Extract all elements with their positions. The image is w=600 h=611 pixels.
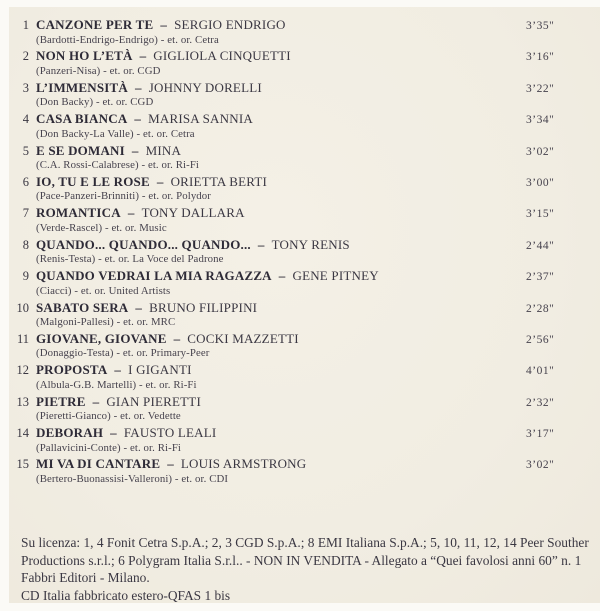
track-number: 1 (22, 18, 29, 32)
track-number: 4 (22, 112, 29, 127)
track-title: L’IMMENSITÀ (36, 79, 129, 95)
track-title-line (36, 426, 526, 440)
track-title: PIETRE (36, 393, 86, 409)
track-artist: I GIGANTI (128, 362, 192, 378)
track-title: IO, TU E LE ROSE (36, 173, 150, 189)
track-info (29, 363, 526, 391)
track-list (9, 18, 600, 489)
track-title: SABATO SERA (36, 299, 129, 315)
track-title: GIOVANE, GIOVANE (36, 330, 167, 346)
track-artist: LOUIS ARMSTRONG (180, 456, 307, 472)
track-row (9, 175, 600, 206)
track-title-line (36, 332, 526, 346)
track-title: QUANDO VEDRAI LA MIA RAGAZZA (36, 268, 272, 284)
track-duration: 3’17" (526, 428, 555, 441)
track-credits: (Bardotti-Endrigo-Endrigo) - et. or. Cetra (36, 33, 219, 46)
track-number: 13 (16, 394, 29, 409)
track-title: MI VA DI CANTARE (36, 456, 161, 472)
track-title: QUANDO... QUANDO... QUANDO... (36, 236, 251, 252)
track-title: ROMANTICA (36, 205, 121, 221)
title-artist-separator: – (139, 48, 147, 64)
track-credits: (Pieretti-Gianco) - et. or. Vedette (36, 410, 181, 423)
title-artist-separator: – (167, 456, 174, 472)
track-title: CASA BIANCA (36, 111, 128, 127)
title-artist-separator: – (131, 142, 139, 158)
track-duration: 2’44" (526, 239, 555, 252)
track-credits: (Pace-Panzeri-Brinniti) - et. or. Polydor (36, 190, 212, 203)
track-info (29, 457, 526, 485)
track-title-line (36, 144, 526, 158)
license-line: Fabbri Editori - Milano. (21, 570, 150, 586)
track-artist: ORIETTA BERTI (170, 173, 268, 189)
track-artist: TONY RENIS (271, 236, 350, 252)
track-duration: 3’02" (526, 145, 555, 158)
track-title: DEBORAH (36, 425, 104, 441)
track-artist: BRUNO FILIPPINI (149, 299, 258, 315)
track-number: 10 (16, 300, 29, 315)
track-row (9, 363, 600, 394)
title-artist-separator: – (257, 236, 265, 252)
track-row (9, 144, 600, 175)
track-duration: 2’56" (526, 333, 555, 346)
track-row (9, 395, 600, 426)
track-title-line (36, 81, 526, 95)
track-info (29, 144, 526, 172)
track-number: 7 (22, 206, 29, 221)
track-info (29, 269, 526, 297)
track-duration: 2’37" (526, 271, 555, 284)
title-artist-separator: – (135, 299, 143, 315)
track-duration: 3’00" (526, 176, 555, 189)
license-line: Productions s.r.l.; 6 Polygram Italia S.r.l.. - NON IN VENDITA - Allegato a “Quei favolosi anni 60” n. 1 (21, 552, 582, 568)
track-row (9, 81, 600, 112)
track-row (9, 426, 600, 457)
track-info (29, 238, 526, 266)
track-credits: (Don Backy) - et. or. CGD (36, 96, 154, 109)
track-artist: COCKI MAZZETTI (187, 330, 299, 346)
track-number: 3 (22, 80, 29, 95)
track-info (29, 175, 526, 203)
track-artist: GIGLIOLA CINQUETTI (153, 48, 291, 64)
track-credits: (Pallavicini-Conte) - et. or. Ri-Fi (36, 441, 182, 454)
track-credits: (Ciacci) - et. or. United Artists (36, 284, 171, 297)
track-number: 6 (22, 174, 29, 189)
track-row (9, 269, 600, 300)
track-title-line (36, 49, 526, 63)
title-artist-separator: – (127, 205, 135, 221)
track-title-line (36, 206, 526, 220)
track-number: 2 (22, 49, 29, 64)
track-artist: SERGIO ENDRIGO (174, 17, 286, 32)
track-row (9, 332, 600, 363)
title-artist-separator: – (114, 362, 122, 378)
track-credits: (Albula-G.B. Martelli) - et. or. Ri-Fi (36, 378, 197, 391)
track-number: 9 (22, 269, 29, 284)
track-credits: (Verde-Rascel) - et. or. Music (36, 221, 167, 234)
track-credits: (Renis-Testa) - et. or. La Voce del Padrone (36, 253, 224, 266)
track-number: 11 (16, 331, 29, 346)
track-duration: 3’35" (526, 20, 555, 32)
track-info (29, 112, 526, 140)
title-artist-separator: – (134, 111, 142, 127)
track-info (29, 426, 526, 454)
track-title: PROPOSTA (36, 362, 108, 378)
track-duration: 3’02" (526, 459, 555, 472)
title-artist-separator: – (110, 425, 117, 441)
track-duration: 2’32" (526, 396, 555, 409)
track-info (29, 395, 526, 423)
track-row (9, 301, 600, 332)
track-info (29, 81, 526, 109)
track-title: NON HO L’ETÀ (36, 48, 133, 64)
track-title-line (36, 457, 526, 471)
track-row (9, 18, 600, 49)
track-title-line (36, 238, 526, 252)
track-credits: (Don Backy-La Valle) - et. or. Cetra (36, 127, 195, 140)
track-number: 14 (16, 426, 29, 441)
title-artist-separator: – (156, 173, 164, 189)
track-info (29, 332, 526, 360)
track-duration: 3’15" (526, 208, 555, 221)
track-artist: MARISA SANNIA (148, 111, 253, 127)
cd-back-cover-sheet (9, 7, 600, 603)
track-credits: (C.A. Rossi-Calabrese) - et. or. Ri-Fi (36, 159, 200, 172)
track-number: 15 (16, 457, 29, 472)
track-title: E SE DOMANI (36, 142, 125, 158)
track-credits: (Malgoni-Pallesi) - et. or. MRC (36, 316, 176, 329)
track-title-line (36, 18, 526, 32)
track-artist: TONY DALLARA (141, 205, 245, 221)
track-artist: FAUSTO LEALI (123, 425, 217, 441)
track-duration: 4’01" (526, 365, 555, 378)
title-artist-separator: – (160, 17, 168, 32)
track-duration: 3’22" (526, 82, 555, 95)
title-artist-separator: – (135, 79, 142, 95)
title-artist-separator: – (173, 330, 181, 346)
track-info (29, 18, 526, 46)
track-title-line (36, 395, 526, 409)
track-credits: (Panzeri-Nisa) - et. or. CGD (36, 64, 161, 77)
title-artist-separator: – (92, 393, 100, 409)
track-artist: GENE PITNEY (292, 268, 379, 284)
track-duration: 3’34" (526, 114, 555, 127)
track-title-line (36, 363, 526, 377)
track-title-line (36, 269, 526, 283)
track-row (9, 49, 600, 80)
title-artist-separator: – (278, 268, 286, 284)
track-duration: 3’16" (526, 51, 555, 64)
track-row (9, 457, 600, 488)
track-duration: 2’28" (526, 302, 555, 315)
track-number: 5 (22, 143, 29, 158)
catalog-line: CD Italia fabbricato estero-QFAS 1 bis (21, 587, 231, 603)
track-title: CANZONE PER TE (36, 17, 154, 32)
track-row (9, 206, 600, 237)
track-number: 8 (22, 237, 29, 252)
track-title-line (36, 301, 526, 315)
license-notes (21, 534, 598, 604)
track-credits: (Bertero-Buonassisi-Valleroni) - et. or. CDI (36, 472, 229, 485)
track-info (29, 206, 526, 234)
track-artist: JOHNNY DORELLI (148, 79, 262, 95)
track-info (29, 49, 526, 77)
track-title-line (36, 175, 526, 189)
track-title-line (36, 112, 526, 126)
track-credits: (Donaggio-Testa) - et. or. Primary-Peer (36, 347, 210, 360)
license-line: Su licenza: 1, 4 Fonit Cetra S.p.A.; 2, 3 CGD S.p.A.; 8 EMI Italiana S.p.A.; 5, 10, 11, 12, 14 Peer Souther (21, 535, 589, 550)
track-number: 12 (16, 363, 29, 378)
track-info (29, 301, 526, 329)
track-row (9, 238, 600, 269)
track-artist: MINA (145, 142, 182, 158)
track-artist: GIAN PIERETTI (106, 393, 201, 409)
track-row (9, 112, 600, 143)
